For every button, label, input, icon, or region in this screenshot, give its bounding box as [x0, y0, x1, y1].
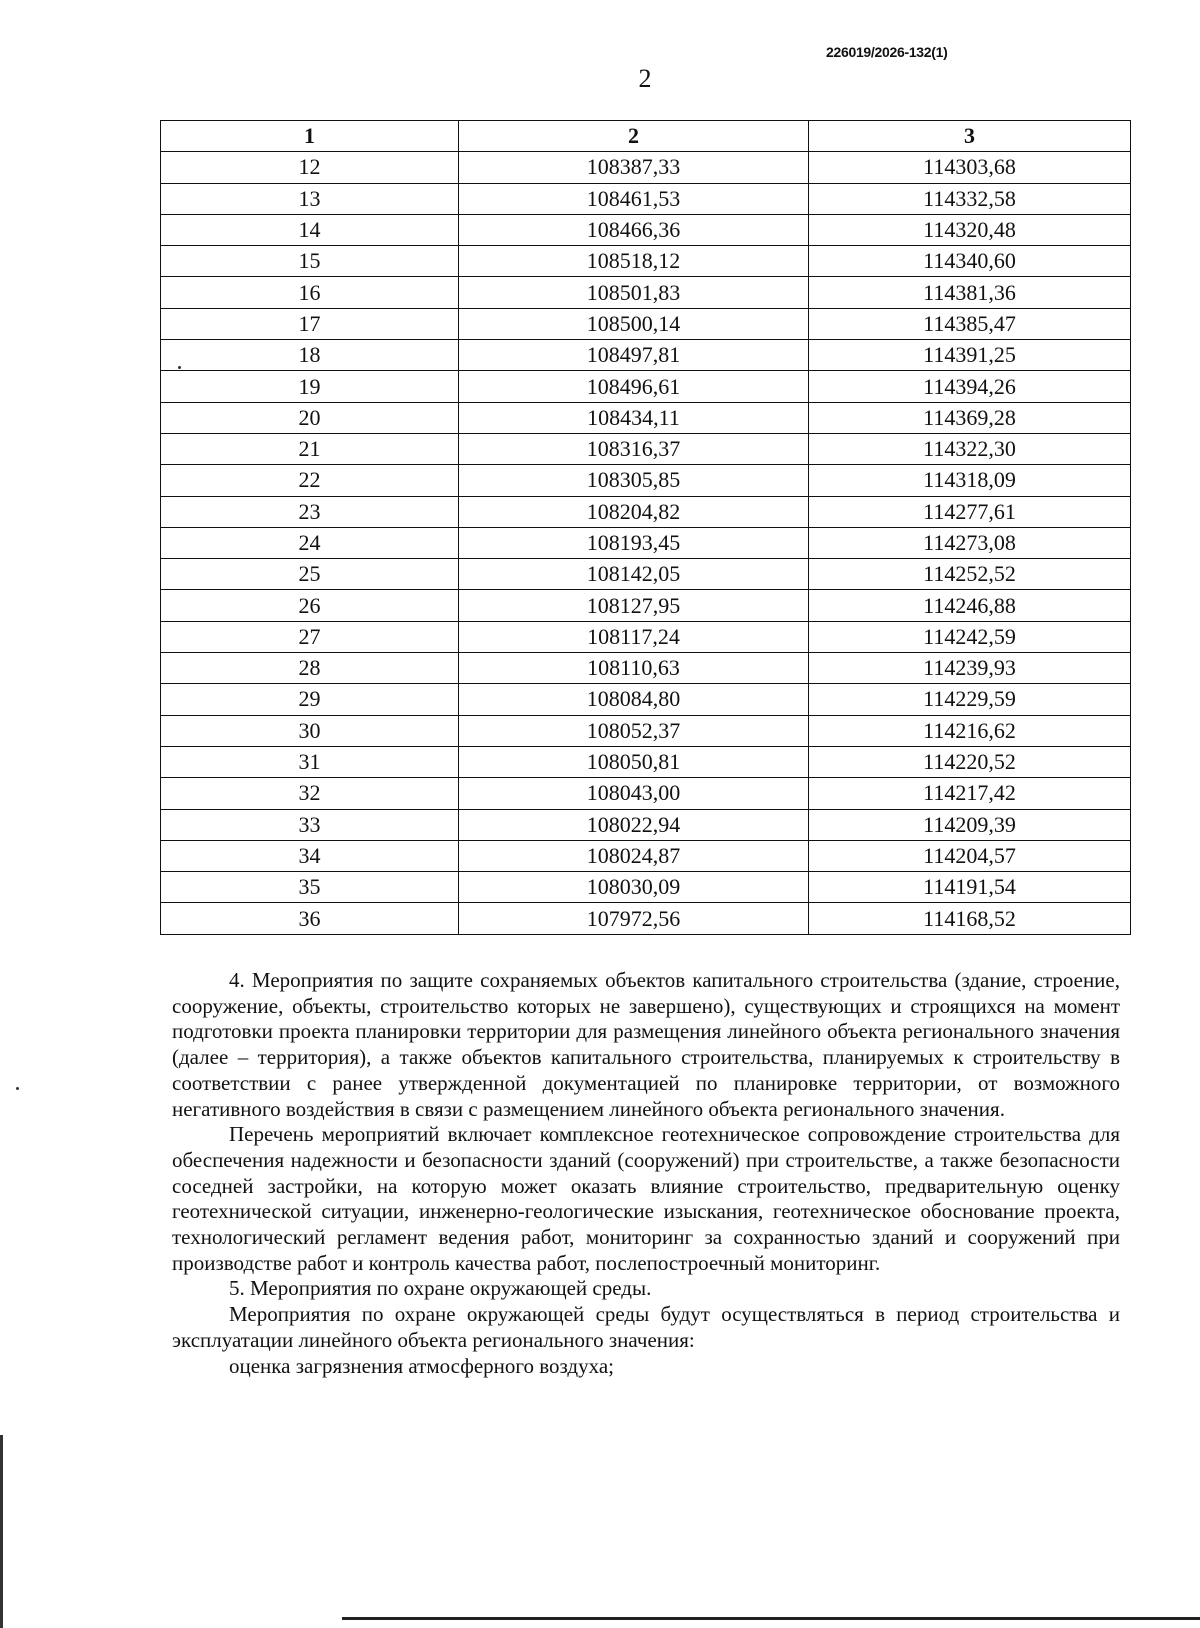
point-number-cell: 36: [161, 903, 459, 934]
paragraph-protection-measures: 4. Мероприятия по защите сохраняемых объектов капитального строительства (здание, строение, сооружение, объекты, строительство которых не завершено), существующих и строящихся на момент подготовки проекта планировки территории для размещения линейного объекта регионального значения (далее – территория), а также объектов капитального строительства, планируемых к строительству в соответствии с ранее утвержденной документацией по планировке территории, от возможного негативного воздействия в связи с размещением линейного объекта регионального значения.: [172, 968, 1120, 1121]
table-row: [161, 715, 1131, 746]
table-row: [161, 746, 1131, 777]
table-row: [161, 371, 1131, 402]
x-coordinate-cell: 108434,11: [459, 402, 809, 433]
point-number-cell: 34: [161, 840, 459, 871]
table-row: [161, 621, 1131, 652]
x-coordinate-cell: 108204,82: [459, 496, 809, 527]
y-coordinate-cell: 114332,58: [809, 183, 1131, 214]
scan-edge-mark: [0, 1435, 3, 1628]
y-coordinate-cell: 114391,25: [809, 340, 1131, 371]
table-row: [161, 402, 1131, 433]
table-row: [161, 653, 1131, 684]
x-coordinate-cell: 108052,37: [459, 715, 809, 746]
table-row: [161, 684, 1131, 715]
table-row: [161, 809, 1131, 840]
point-number-cell: 26: [161, 590, 459, 621]
y-coordinate-cell: 114394,26: [809, 371, 1131, 402]
table-row: [161, 214, 1131, 245]
table-row: [161, 433, 1131, 464]
point-number-cell: 28: [161, 653, 459, 684]
x-coordinate-cell: 108084,80: [459, 684, 809, 715]
table-row: [161, 872, 1131, 903]
point-number-cell: 24: [161, 527, 459, 558]
point-number-cell: 18: [161, 340, 459, 371]
y-coordinate-cell: 114322,30: [809, 433, 1131, 464]
y-coordinate-cell: 114369,28: [809, 402, 1131, 433]
point-number-cell: 30: [161, 715, 459, 746]
x-coordinate-cell: 108110,63: [459, 653, 809, 684]
y-coordinate-cell: 114216,62: [809, 715, 1131, 746]
column-header: 2: [459, 121, 809, 152]
table-row: [161, 465, 1131, 496]
table-row: [161, 840, 1131, 871]
table-row: [161, 277, 1131, 308]
y-coordinate-cell: 114209,39: [809, 809, 1131, 840]
table-row: [161, 308, 1131, 339]
point-number-cell: 22: [161, 465, 459, 496]
column-header: 3: [809, 121, 1131, 152]
point-number-cell: 31: [161, 746, 459, 777]
x-coordinate-cell: 108193,45: [459, 527, 809, 558]
paragraph-environment-heading: 5. Мероприятия по охране окружающей среды.: [229, 1276, 652, 1301]
y-coordinate-cell: 114204,57: [809, 840, 1131, 871]
x-coordinate-cell: 108305,85: [459, 465, 809, 496]
point-number-cell: 15: [161, 246, 459, 277]
table-row: [161, 527, 1131, 558]
x-coordinate-cell: 108461,53: [459, 183, 809, 214]
x-coordinate-cell: 108142,05: [459, 559, 809, 590]
scan-speck: [178, 366, 181, 369]
y-coordinate-cell: 114381,36: [809, 277, 1131, 308]
x-coordinate-cell: 108030,09: [459, 872, 809, 903]
x-coordinate-cell: 108127,95: [459, 590, 809, 621]
y-coordinate-cell: 114277,61: [809, 496, 1131, 527]
point-number-cell: 35: [161, 872, 459, 903]
column-header: 1: [161, 121, 459, 152]
x-coordinate-cell: 108043,00: [459, 778, 809, 809]
scan-speck: [16, 1087, 19, 1090]
document-number: 226019/2026-132(1): [826, 44, 948, 60]
x-coordinate-cell: 107972,56: [459, 903, 809, 934]
y-coordinate-cell: 114273,08: [809, 527, 1131, 558]
x-coordinate-cell: 108518,12: [459, 246, 809, 277]
table-header-row: [161, 121, 1131, 152]
y-coordinate-cell: 114385,47: [809, 308, 1131, 339]
x-coordinate-cell: 108496,61: [459, 371, 809, 402]
table-row: [161, 496, 1131, 527]
point-number-cell: 16: [161, 277, 459, 308]
y-coordinate-cell: 114168,52: [809, 903, 1131, 934]
point-number-cell: 25: [161, 559, 459, 590]
point-number-cell: 14: [161, 214, 459, 245]
table-row: [161, 590, 1131, 621]
y-coordinate-cell: 114239,93: [809, 653, 1131, 684]
table-row: [161, 183, 1131, 214]
table-row: [161, 152, 1131, 183]
point-number-cell: 27: [161, 621, 459, 652]
point-number-cell: 19: [161, 371, 459, 402]
y-coordinate-cell: 114191,54: [809, 872, 1131, 903]
y-coordinate-cell: 114246,88: [809, 590, 1131, 621]
x-coordinate-cell: 108117,24: [459, 621, 809, 652]
point-number-cell: 17: [161, 308, 459, 339]
table-row: [161, 246, 1131, 277]
x-coordinate-cell: 108022,94: [459, 809, 809, 840]
y-coordinate-cell: 114242,59: [809, 621, 1131, 652]
x-coordinate-cell: 108466,36: [459, 214, 809, 245]
point-number-cell: 21: [161, 433, 459, 464]
x-coordinate-cell: 108387,33: [459, 152, 809, 183]
y-coordinate-cell: 114340,60: [809, 246, 1131, 277]
table-row: [161, 778, 1131, 809]
bottom-scan-line: [342, 1617, 1200, 1620]
y-coordinate-cell: 114318,09: [809, 465, 1131, 496]
paragraph-air-pollution: оценка загрязнения атмосферного воздуха;: [229, 1353, 614, 1378]
x-coordinate-cell: 108500,14: [459, 308, 809, 339]
y-coordinate-cell: 114252,52: [809, 559, 1131, 590]
y-coordinate-cell: 114320,48: [809, 214, 1131, 245]
point-number-cell: 29: [161, 684, 459, 715]
y-coordinate-cell: 114220,52: [809, 746, 1131, 777]
table-row: [161, 903, 1131, 934]
y-coordinate-cell: 114303,68: [809, 152, 1131, 183]
x-coordinate-cell: 108316,37: [459, 433, 809, 464]
x-coordinate-cell: 108024,87: [459, 840, 809, 871]
body-text: [172, 968, 1120, 1379]
point-number-cell: 23: [161, 496, 459, 527]
table-row: [161, 559, 1131, 590]
point-number-cell: 32: [161, 778, 459, 809]
point-number-cell: 20: [161, 402, 459, 433]
table-row: [161, 340, 1131, 371]
x-coordinate-cell: 108501,83: [459, 277, 809, 308]
coordinates-table: [160, 120, 1131, 935]
page-number: 2: [638, 64, 652, 93]
point-number-cell: 13: [161, 183, 459, 214]
paragraph-environment-measures: Мероприятия по охране окружающей среды будут осуществляться в период строительства и эксплуатации линейного объекта регионального значения:: [172, 1302, 1120, 1352]
point-number-cell: 12: [161, 152, 459, 183]
x-coordinate-cell: 108497,81: [459, 340, 809, 371]
y-coordinate-cell: 114217,42: [809, 778, 1131, 809]
x-coordinate-cell: 108050,81: [459, 746, 809, 777]
y-coordinate-cell: 114229,59: [809, 684, 1131, 715]
point-number-cell: 33: [161, 809, 459, 840]
paragraph-measures-list: Перечень мероприятий включает комплексное геотехническое сопровождение строительства для обеспечения надежности и безопасности зданий (сооружений) при строительстве, а также безопасности соседней застройки, на которую может оказать влияние строительство, предварительную оценку геотехнической ситуации, инженерно-геологические изыскания, геотехническое обоснование проекта, технологический регламент ведения работ, мониторинг за сохранностью зданий и сооружений при производстве работ и контроль качества работ, послепостроечный мониторинг.: [172, 1122, 1120, 1275]
